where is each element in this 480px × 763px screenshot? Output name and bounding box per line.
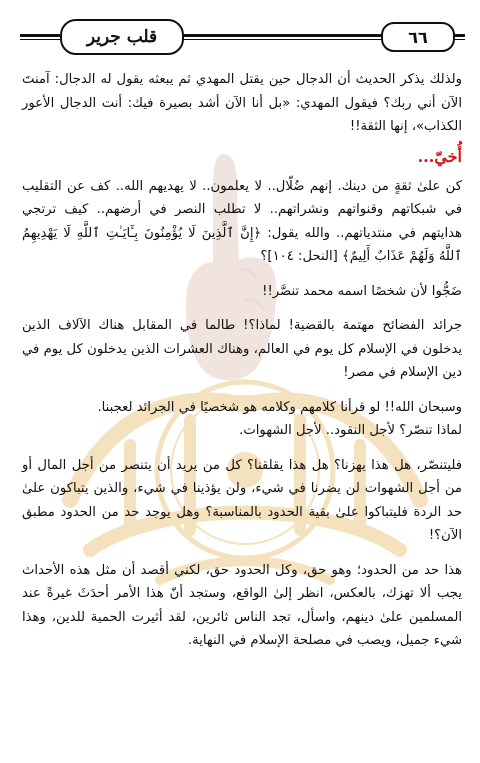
page-number: ٦٦ (381, 22, 455, 52)
paragraph-confidence: كن علىٰ ثقةٍ من دينك. إنهم ضُلّال.. لا يعلمون.. لا يهديهم الله.. كف عن التقليب في شبكاتهم وقنواتهم ونشراتهم.. لا تطلب النصر في أرضهم.. كيف ترتجي هدايتهم في منتدياتهم.. والله يقول: ﴿إِنَّ ٱلَّذِينَ لَا يُؤْمِنُونَ بِـَٔايَـٰتِ ٱللَّهِ لَا يَهْدِيهِمُ ٱللَّهُ وَلَهُمْ عَذَابٌ أَلِيمٌ﴾ [النحل: ١٠٤]؟ (22, 178, 462, 264)
paragraph-dajjal: ولذلك يذكر الحديث أن الدجال حين يقتل المهدي ثم يبعثه يقول له الدجال: آمنتَ الآن أني ربك؟ فيقول المهدي: «بل أنا الآن أشد بصيرة فيك: أنت الدجال الأعور الكذاب»، إنها الثقة!! (22, 72, 462, 134)
book-title: قلب جرير (60, 19, 184, 55)
paragraph-newspapers: جرائد الفضائح مهتمة بالقضية! لماذا؟! طالما في المقابل هناك الآلاف الذين يدخلون في الإسلام كل يوم في العالم، وهناك العشرات الذين يدخلون كل يوم في دين الإسلام في مصر! (22, 318, 462, 380)
paragraph-hadd: هذا حد من الحدود؛ وهو حق، وكل الحدود حق، لكني أقصد أن مثل هذه الأحداث يجب ألا تهزك، بالعكس، انظر إلىٰ الواقع، وستجد أنّ هذا الأمر أحدَثَ غيرةً عند المسلمين علىٰ دينهم، واسأل، تجد الناس ثائرين، لقد أثيرت الحمية للدين، وهذا شيء جميل، ويصب في مصلحة الإسلام في النهاية. (22, 562, 462, 648)
paragraph-let-him: فليتنصّر، هل هذا يهزنا؟ هل هذا يقلقنا؟ كل من يريد أن يتنصر من أجل المال أو من أجل الشهوات لن يضرنا في شيء، ولن يؤذينا في شيء، والذين يتباكون علىٰ حد الردة فليتباكوا علىٰ بقية الحدود بالمناسبة؟ وهل يوجد حد من الحدود مطبق الآن؟! (22, 457, 462, 543)
paragraph-converted: ضَجُّوا لأن شخصًا اسمه محمد تنصَّر!! (262, 283, 462, 299)
section-heading: أُخيّ... (417, 146, 462, 166)
paragraph-why: لماذا تنصّر؟ لأجل النقود.. لأجل الشهوات. (239, 423, 462, 438)
paragraph-subhanallah: وسبحان الله!! لو قرأنا كلامهم وكلامه هو شخصيًا في الجرائد لعجبنا. (97, 399, 462, 415)
page-body (22, 68, 462, 653)
page-header (20, 14, 465, 58)
